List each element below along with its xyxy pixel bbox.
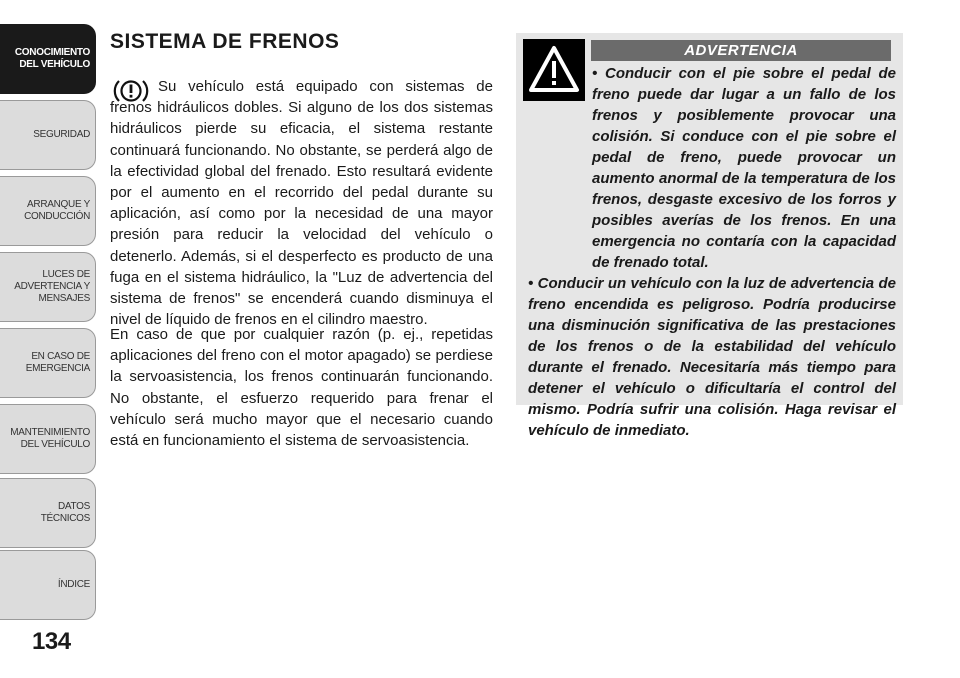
tab-label-line: ÍNDICE [57,579,90,590]
tab-label-line: CONOCIMIENTO [14,47,90,58]
tab-label-line: TÉCNICOS [40,513,90,524]
paragraph-text: En caso de que por cualquier razón (p. ej., repetidas aplicaciones del freno con el motor apagado) se perdiese la servoasistencia, los frenos continuarán funcionando. No obstante, el esfuerzo requerido para frenar el vehículo será mucho mayor que el necesario cuando está en funcionamiento el sistema de servoasistencia. [110,326,493,450]
warning-bullet-1: • Conducir con el pie sobre el pedal de freno puede dar lugar a un fallo de los frenos y posiblemente provocar una colisión. Si conduce con el pie sobre el pedal de freno, puede provocar un aumento anormal de la temperatura de los frenos, desgaste excesivo de los forros y posibles averías de los frenos. En una emergencia no contaría con la capacidad de frenado total. [592,65,896,271]
tab-label-line: EMERGENCIA [25,363,90,374]
brakes-description-paragraph-1 [110,76,493,330]
tab-label-line: MANTENIMIENTO [10,427,90,438]
warning-heading: ADVERTENCIA [591,40,891,61]
page-number: 134 [32,628,71,655]
tab-luces-de-advertencia[interactable] [0,252,96,322]
tab-label-line: ARRANQUE Y [27,199,90,210]
tab-label-line: DATOS [57,501,90,512]
tab-mantenimiento-del-vehiculo[interactable] [0,404,96,474]
warning-bullet-2: • Conducir un vehículo con la luz de advertencia de freno encendida es peligroso. Podría producirse una disminución significativa de las prestaciones de los frenos o de la estabilidad del vehículo durante el frenado. Necesitaría más tiempo para detener el vehículo o dificultaría el control del mismo. Podría sufrir una colisión. Haga revisar el vehículo de inmediato. [528,275,896,439]
tab-label-line: DEL VEHÍCULO [19,59,90,70]
tab-seguridad[interactable] [0,100,96,170]
tab-label-line: LUCES DE [42,269,90,280]
paragraph-text: Su vehículo está equipado con sistemas de frenos hidráulicos dobles. Si alguno de los dos sistemas hidráulicos pierde su eficacia, el sistema restante continuará funcionando. No obstante, se perderá algo de la efectividad global del frenado. Esto resultará evidente por el aumento en el recorrido del pedal durante su aplicación, así como por la necesidad de una mayor presión para reducir la velocidad del vehículo o detenerlo. Además, si el desperfecto es producto de una fuga en el sistema hidráulico, la "Luz de advertencia del sistema de frenos" se encenderá cuando disminuya el nivel de líquido de frenos en el cilindro maestro. [110,78,493,329]
tab-label-line: SEGURIDAD [33,129,90,140]
brakes-description-paragraph-2 [110,324,493,451]
tab-label-line: EN CASO DE [31,351,90,362]
tab-datos-tecnicos[interactable] [0,478,96,548]
tab-conocimiento-del-vehiculo[interactable] [0,24,96,94]
tab-en-caso-de-emergencia[interactable] [0,328,96,398]
warning-body [528,63,896,441]
tab-label-line: DEL VEHÍCULO [20,439,90,450]
tab-label-line: MENSAJES [38,293,90,304]
tab-label-line: CONDUCCIÓN [24,211,90,222]
section-title: SISTEMA DE FRENOS [110,30,340,53]
tab-label-line: ADVERTENCIA Y [14,281,90,292]
tab-arranque-y-conduccion[interactable] [0,176,96,246]
warning-box [516,33,903,439]
tab-indice[interactable] [0,550,96,620]
